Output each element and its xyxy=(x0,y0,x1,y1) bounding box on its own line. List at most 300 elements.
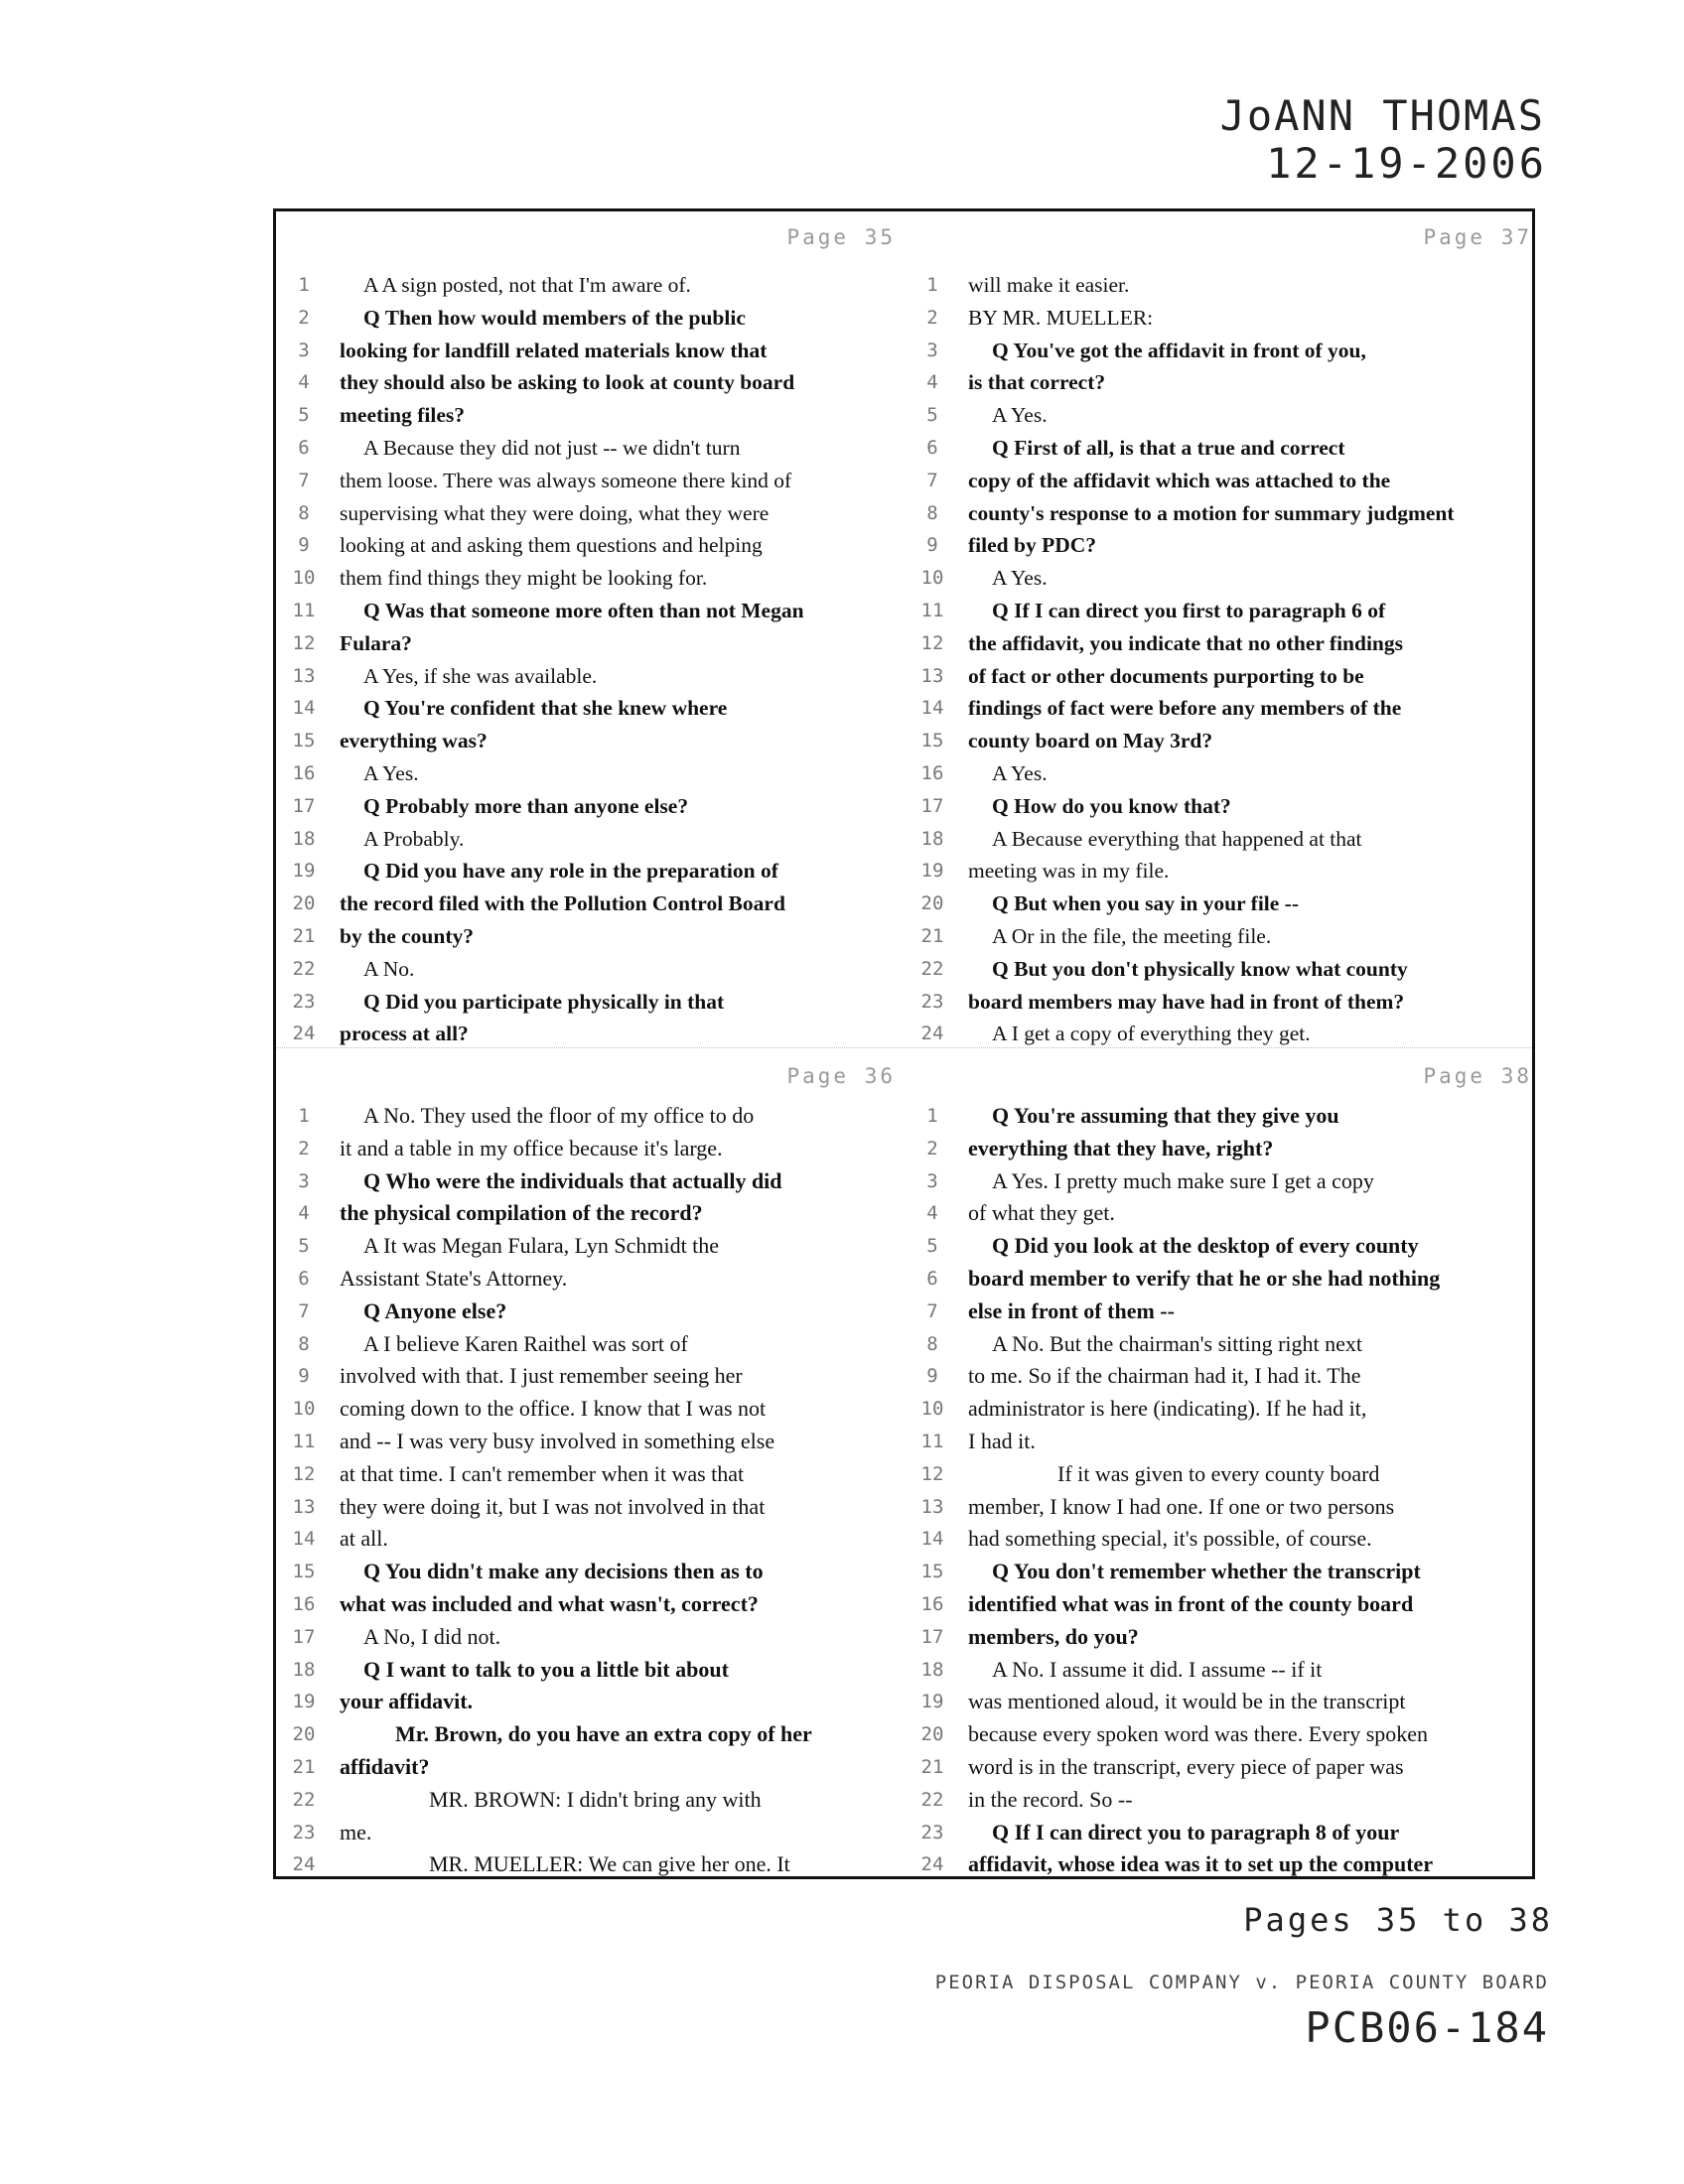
transcript-line xyxy=(288,627,904,660)
transcript-line xyxy=(916,920,1532,953)
line-number: 7 xyxy=(926,1299,938,1322)
line-number: 6 xyxy=(926,1267,938,1290)
line-number: 1 xyxy=(298,274,310,296)
line-number: 21 xyxy=(920,924,944,947)
line-text: Q If I can direct you first to paragraph 6 of xyxy=(992,598,1386,622)
line-number: 22 xyxy=(920,1788,944,1811)
transcript-line xyxy=(916,692,1532,725)
line-number: 2 xyxy=(298,306,310,329)
line-text: A No. But the chairman's sitting right next xyxy=(992,1330,1363,1356)
transcript-line xyxy=(916,1523,1532,1556)
line-number: 3 xyxy=(298,1169,310,1192)
line-number: 15 xyxy=(920,1561,944,1583)
page-label: Page 36 xyxy=(786,1064,896,1088)
line-text: Q Did you participate physically in that xyxy=(363,989,725,1014)
line-text: the affidavit, you indicate that no other findings xyxy=(968,630,1403,655)
line-text: Q You didn't make any decisions then as to xyxy=(363,1559,764,1584)
line-text: members, do you? xyxy=(968,1623,1139,1649)
transcript-line xyxy=(916,302,1532,335)
deposition-date: 12-19-2006 xyxy=(1266,139,1547,188)
transcript-line xyxy=(288,497,904,530)
line-text: A A sign posted, not that I'm aware of. xyxy=(363,273,691,297)
line-number: 18 xyxy=(920,1658,944,1681)
transcript-line xyxy=(288,660,904,693)
line-number: 3 xyxy=(298,339,310,361)
transcript-line xyxy=(288,1018,904,1050)
line-number: 16 xyxy=(292,1592,316,1615)
line-text: county's response to a motion for summary judgment xyxy=(968,500,1455,525)
transcript-line xyxy=(916,1817,1532,1849)
line-text: of fact or other documents purporting to be xyxy=(968,663,1364,688)
transcript-line xyxy=(288,790,904,823)
line-text: what was included and what wasn't, correct? xyxy=(340,1590,759,1616)
transcript-line xyxy=(288,302,904,335)
transcript-line xyxy=(288,1458,904,1491)
line-number: 8 xyxy=(298,1332,310,1355)
transcript-line xyxy=(916,497,1532,530)
transcript-line xyxy=(288,1296,904,1328)
line-number: 22 xyxy=(292,1788,316,1811)
line-text: A Yes. I pretty much make sure I get a copy xyxy=(992,1167,1374,1193)
transcript-line xyxy=(288,1393,904,1426)
line-text: at all. xyxy=(340,1526,388,1552)
line-number: 17 xyxy=(292,1625,316,1648)
line-text: MR. MUELLER: We can give her one. It xyxy=(429,1851,790,1877)
transcript-line xyxy=(916,1491,1532,1524)
line-number: 16 xyxy=(920,1592,944,1615)
line-number: 6 xyxy=(298,1267,310,1290)
line-number: 19 xyxy=(292,1691,316,1713)
transcript-line xyxy=(288,595,904,627)
transcript-lines xyxy=(916,1100,1532,1881)
line-number: 20 xyxy=(920,1723,944,1746)
transcript-line xyxy=(916,1718,1532,1751)
line-number: 4 xyxy=(926,371,938,394)
line-text: MR. BROWN: I didn't bring any with xyxy=(429,1786,762,1812)
line-number: 11 xyxy=(292,599,316,621)
line-number: 24 xyxy=(292,1023,316,1045)
line-text: because every spoken word was there. Every spoken xyxy=(968,1721,1429,1747)
line-text: Q How do you know that? xyxy=(992,793,1231,818)
line-text: Q Probably more than anyone else? xyxy=(363,793,689,818)
line-number: 11 xyxy=(920,599,944,621)
line-text: identified what was in front of the county board xyxy=(968,1590,1414,1616)
line-number: 23 xyxy=(292,1821,316,1843)
transcript-line xyxy=(916,855,1532,887)
line-text: Fulara? xyxy=(340,630,412,655)
line-text: at that time. I can't remember when it was that xyxy=(340,1460,745,1486)
line-number: 23 xyxy=(920,990,944,1013)
transcript-line xyxy=(916,1784,1532,1817)
line-number: 10 xyxy=(920,1398,944,1421)
line-number: 18 xyxy=(920,827,944,850)
line-text: A No, I did not. xyxy=(363,1623,501,1649)
line-text: they should also be asking to look at county board xyxy=(340,370,795,395)
line-number: 15 xyxy=(920,730,944,752)
transcript-line xyxy=(288,1165,904,1198)
line-number: 13 xyxy=(920,1495,944,1518)
line-text: A Yes. xyxy=(992,760,1048,785)
line-text: A Yes. xyxy=(363,760,419,785)
line-number: 12 xyxy=(920,631,944,654)
line-number: 22 xyxy=(920,957,944,980)
line-number: 4 xyxy=(926,1202,938,1225)
line-number: 19 xyxy=(292,860,316,883)
line-text: A No. I assume it did. I assume -- if it xyxy=(992,1656,1323,1682)
line-text: and -- I was very busy involved in something else xyxy=(340,1428,775,1453)
case-caption: PEORIA DISPOSAL COMPANY v. PEORIA COUNTY BOARD xyxy=(934,1972,1549,1993)
line-text: Q Was that someone more often than not Megan xyxy=(363,598,804,622)
transcript-line xyxy=(288,855,904,887)
line-number: 9 xyxy=(926,1365,938,1388)
line-text: it and a table in my office because it's large. xyxy=(340,1135,723,1160)
transcript-line xyxy=(288,823,904,856)
line-number: 9 xyxy=(298,1365,310,1388)
transcript-line xyxy=(916,1848,1532,1881)
line-number: 18 xyxy=(292,827,316,850)
transcript-line xyxy=(916,1100,1532,1133)
line-number: 13 xyxy=(292,664,316,687)
line-text: county board on May 3rd? xyxy=(968,729,1213,753)
transcript-line xyxy=(288,1556,904,1588)
page-divider xyxy=(276,1047,1532,1048)
line-text: them loose. There was always someone there kind of xyxy=(340,468,792,492)
transcript-line xyxy=(288,432,904,465)
transcript-line xyxy=(288,920,904,953)
transcript-line xyxy=(288,269,904,302)
transcript-line xyxy=(288,1100,904,1133)
line-text: meeting files? xyxy=(340,403,465,428)
case-number: PCB06-184 xyxy=(1305,2003,1549,2052)
line-text: Q Anyone else? xyxy=(363,1297,507,1323)
line-number: 21 xyxy=(292,1755,316,1778)
line-number: 1 xyxy=(926,274,938,296)
line-number: 14 xyxy=(920,697,944,720)
transcript-line xyxy=(288,562,904,595)
line-text: the record filed with the Pollution Control Board xyxy=(340,891,785,916)
line-text: A Because everything that happened at that xyxy=(992,826,1362,851)
line-number: 7 xyxy=(298,1299,310,1322)
line-text: will make it easier. xyxy=(968,273,1130,297)
line-number: 5 xyxy=(298,404,310,427)
transcript-line xyxy=(288,986,904,1019)
line-number: 23 xyxy=(920,1821,944,1843)
transcript-line xyxy=(916,1458,1532,1491)
page-label: Page 37 xyxy=(1423,225,1532,249)
transcript-line xyxy=(288,1751,904,1784)
transcript-line xyxy=(916,953,1532,986)
transcript-lines xyxy=(916,269,1532,1050)
line-text: administrator is here (indicating). If he had it, xyxy=(968,1396,1367,1422)
line-text: Q Did you have any role in the preparation of xyxy=(363,859,778,884)
transcript-line xyxy=(916,1588,1532,1621)
transcript-line xyxy=(916,269,1532,302)
line-text: everything was? xyxy=(340,729,488,753)
transcript-line xyxy=(916,1426,1532,1458)
line-number: 12 xyxy=(292,631,316,654)
line-number: 8 xyxy=(298,501,310,524)
line-number: 15 xyxy=(292,1561,316,1583)
line-text: Assistant State's Attorney. xyxy=(340,1265,568,1291)
line-text: member, I know I had one. If one or two persons xyxy=(968,1493,1395,1519)
line-text: me. xyxy=(340,1819,372,1844)
page-label: Page 38 xyxy=(1423,1064,1532,1088)
line-text: A Yes, if she was available. xyxy=(363,663,598,688)
transcript-line xyxy=(288,725,904,757)
transcript-line xyxy=(916,1393,1532,1426)
transcript-line xyxy=(916,1751,1532,1784)
transcript-line xyxy=(916,432,1532,465)
transcript-page-35 xyxy=(288,211,904,1045)
line-text: Q Then how would members of the public xyxy=(363,305,746,330)
line-number: 1 xyxy=(298,1105,310,1127)
line-number: 18 xyxy=(292,1658,316,1681)
line-text: process at all? xyxy=(340,1022,469,1046)
line-number: 2 xyxy=(926,1137,938,1160)
line-text: to me. So if the chairman had it, I had it. The xyxy=(968,1363,1361,1389)
transcript-line xyxy=(288,1686,904,1718)
line-number: 10 xyxy=(292,1398,316,1421)
transcript-line xyxy=(288,1817,904,1849)
line-text: filed by PDC? xyxy=(968,533,1096,558)
transcript-line xyxy=(916,1133,1532,1165)
line-text: Q If I can direct you to paragraph 8 of your xyxy=(992,1819,1400,1844)
line-number: 16 xyxy=(292,761,316,784)
transcript-line xyxy=(288,1784,904,1817)
line-number: 6 xyxy=(298,436,310,459)
line-number: 21 xyxy=(920,1755,944,1778)
transcript-page-37 xyxy=(916,211,1532,1045)
transcript-line xyxy=(288,399,904,432)
line-text: your affidavit. xyxy=(340,1689,474,1714)
line-text: Q You don't remember whether the transcript xyxy=(992,1559,1421,1584)
transcript-line xyxy=(916,790,1532,823)
line-text: everything that they have, right? xyxy=(968,1135,1274,1160)
transcript-line xyxy=(916,1686,1532,1718)
line-number: 4 xyxy=(298,1202,310,1225)
line-number: 3 xyxy=(926,339,938,361)
transcript-line xyxy=(916,399,1532,432)
line-text: Mr. Brown, do you have an extra copy of her xyxy=(395,1721,812,1747)
line-number: 7 xyxy=(926,469,938,491)
transcript-line xyxy=(916,1556,1532,1588)
transcript-line xyxy=(288,1621,904,1654)
transcript-line xyxy=(288,366,904,399)
transcript-line xyxy=(916,465,1532,497)
transcript-page-36 xyxy=(288,1050,904,1879)
line-number: 14 xyxy=(292,697,316,720)
transcript-line xyxy=(288,1654,904,1687)
line-text: affidavit, whose idea was it to set up the computer xyxy=(968,1851,1434,1877)
transcript-lines xyxy=(288,1100,904,1881)
line-text: is that correct? xyxy=(968,370,1106,395)
line-number: 19 xyxy=(920,860,944,883)
transcript-line xyxy=(916,1230,1532,1263)
line-text: coming down to the office. I know that I was not xyxy=(340,1396,767,1422)
transcript-line xyxy=(288,757,904,790)
line-number: 4 xyxy=(298,371,310,394)
transcript-line xyxy=(288,887,904,920)
transcript-line xyxy=(288,529,904,562)
line-text: they were doing it, but I was not involved in that xyxy=(340,1493,766,1519)
line-text: in the record. So -- xyxy=(968,1786,1133,1812)
line-text: A No. xyxy=(363,956,415,981)
line-number: 10 xyxy=(920,567,944,590)
line-number: 8 xyxy=(926,501,938,524)
line-number: 8 xyxy=(926,1332,938,1355)
line-number: 10 xyxy=(292,567,316,590)
transcript-line xyxy=(916,627,1532,660)
line-number: 17 xyxy=(292,794,316,817)
transcript-line xyxy=(916,757,1532,790)
transcript-line xyxy=(288,1491,904,1524)
transcript-line xyxy=(916,595,1532,627)
line-number: 24 xyxy=(920,1023,944,1045)
transcript-line xyxy=(916,1328,1532,1361)
page-label: Page 35 xyxy=(786,225,896,249)
line-text: A Because they did not just -- we didn't turn xyxy=(363,435,741,460)
line-number: 9 xyxy=(298,534,310,557)
transcript-line xyxy=(916,986,1532,1019)
transcript-line xyxy=(288,335,904,367)
line-number: 15 xyxy=(292,730,316,752)
line-text: word is in the transcript, every piece of paper was xyxy=(968,1753,1404,1779)
line-text: was mentioned aloud, it would be in the transcript xyxy=(968,1689,1406,1714)
line-number: 19 xyxy=(920,1691,944,1713)
line-text: findings of fact were before any members of the xyxy=(968,696,1402,721)
transcript-line xyxy=(916,725,1532,757)
line-number: 2 xyxy=(926,306,938,329)
line-number: 17 xyxy=(920,1625,944,1648)
line-text: A Or in the file, the meeting file. xyxy=(992,923,1272,948)
line-number: 24 xyxy=(920,1853,944,1876)
transcript-line xyxy=(288,1523,904,1556)
deponent-name: JoANN THOMAS xyxy=(1219,91,1545,140)
transcript-line xyxy=(916,562,1532,595)
line-text: board member to verify that he or she had nothing xyxy=(968,1265,1441,1291)
line-number: 20 xyxy=(292,1723,316,1746)
line-number: 11 xyxy=(920,1430,944,1452)
line-number: 14 xyxy=(920,1528,944,1551)
transcript-lines xyxy=(288,269,904,1050)
line-text: of what they get. xyxy=(968,1200,1115,1226)
line-text: A Probably. xyxy=(363,826,465,851)
line-text: the physical compilation of the record? xyxy=(340,1200,703,1226)
line-text: Q You're confident that she knew where xyxy=(363,696,728,721)
transcript-line xyxy=(288,1588,904,1621)
line-number: 1 xyxy=(926,1105,938,1127)
line-number: 5 xyxy=(926,1235,938,1258)
transcript-line xyxy=(288,1197,904,1230)
transcript-line xyxy=(288,1718,904,1751)
line-number: 20 xyxy=(292,892,316,915)
line-text: I had it. xyxy=(968,1428,1036,1453)
line-number: 7 xyxy=(298,469,310,491)
transcript-line xyxy=(916,529,1532,562)
line-number: 20 xyxy=(920,892,944,915)
line-number: 3 xyxy=(926,1169,938,1192)
line-text: else in front of them -- xyxy=(968,1297,1175,1323)
line-text: involved with that. I just remember seeing her xyxy=(340,1363,743,1389)
line-number: 5 xyxy=(926,404,938,427)
line-text: supervising what they were doing, what they were xyxy=(340,500,770,525)
line-text: A It was Megan Fulara, Lyn Schmidt the xyxy=(363,1233,720,1259)
line-text: A Yes. xyxy=(992,403,1048,428)
line-text: Q But you don't physically know what county xyxy=(992,956,1408,981)
transcript-line xyxy=(288,1133,904,1165)
line-number: 14 xyxy=(292,1528,316,1551)
transcript-line xyxy=(916,823,1532,856)
line-number: 17 xyxy=(920,794,944,817)
line-text: BY MR. MUELLER: xyxy=(968,305,1154,330)
transcript-line xyxy=(916,335,1532,367)
line-text: had something special, it's possible, of course. xyxy=(968,1526,1372,1552)
line-number: 24 xyxy=(292,1853,316,1876)
line-text: Q You've got the affidavit in front of you, xyxy=(992,338,1366,362)
line-number: 5 xyxy=(298,1235,310,1258)
line-number: 23 xyxy=(292,990,316,1013)
transcript-line xyxy=(288,953,904,986)
transcript-line xyxy=(916,660,1532,693)
transcript-line xyxy=(916,887,1532,920)
line-number: 9 xyxy=(926,534,938,557)
transcript-line xyxy=(288,1426,904,1458)
line-number: 11 xyxy=(292,1430,316,1452)
line-text: Q But when you say in your file -- xyxy=(992,891,1299,916)
line-text: Q Did you look at the desktop of every county xyxy=(992,1233,1419,1259)
line-number: 12 xyxy=(920,1462,944,1485)
line-text: Q I want to talk to you a little bit about xyxy=(363,1656,729,1682)
line-text: Q Who were the individuals that actually did xyxy=(363,1167,782,1193)
transcript-line xyxy=(288,465,904,497)
line-text: A I get a copy of everything they get. xyxy=(992,1022,1311,1046)
line-number: 12 xyxy=(292,1462,316,1485)
line-number: 13 xyxy=(292,1495,316,1518)
line-text: by the county? xyxy=(340,923,474,948)
page-range: Pages 35 to 38 xyxy=(1243,1901,1553,1939)
transcript-line xyxy=(288,1848,904,1881)
line-text: Q You're assuming that they give you xyxy=(992,1103,1339,1128)
line-text: A No. They used the floor of my office to do xyxy=(363,1103,755,1128)
transcript-line xyxy=(916,1018,1532,1050)
transcript-line xyxy=(916,1654,1532,1687)
transcript-line xyxy=(916,1360,1532,1393)
line-text: A I believe Karen Raithel was sort of xyxy=(363,1330,688,1356)
line-number: 6 xyxy=(926,436,938,459)
line-text: board members may have had in front of them? xyxy=(968,989,1405,1014)
transcript-line xyxy=(288,692,904,725)
transcript-line xyxy=(288,1360,904,1393)
line-text: looking at and asking them questions and helping xyxy=(340,533,763,558)
line-number: 16 xyxy=(920,761,944,784)
line-number: 13 xyxy=(920,664,944,687)
line-text: looking for landfill related materials know that xyxy=(340,338,768,362)
transcript-line xyxy=(288,1328,904,1361)
transcript-page-38 xyxy=(916,1050,1532,1879)
transcript-line xyxy=(916,1263,1532,1296)
transcript-line xyxy=(916,1621,1532,1654)
transcript-line xyxy=(916,1165,1532,1198)
line-number: 21 xyxy=(292,924,316,947)
line-number: 22 xyxy=(292,957,316,980)
transcript-line xyxy=(288,1263,904,1296)
transcript-line xyxy=(288,1230,904,1263)
line-number: 2 xyxy=(298,1137,310,1160)
line-text: them find things they might be looking for. xyxy=(340,566,708,591)
line-text: A Yes. xyxy=(992,566,1048,591)
line-text: affidavit? xyxy=(340,1753,430,1779)
transcript-line xyxy=(916,1296,1532,1328)
